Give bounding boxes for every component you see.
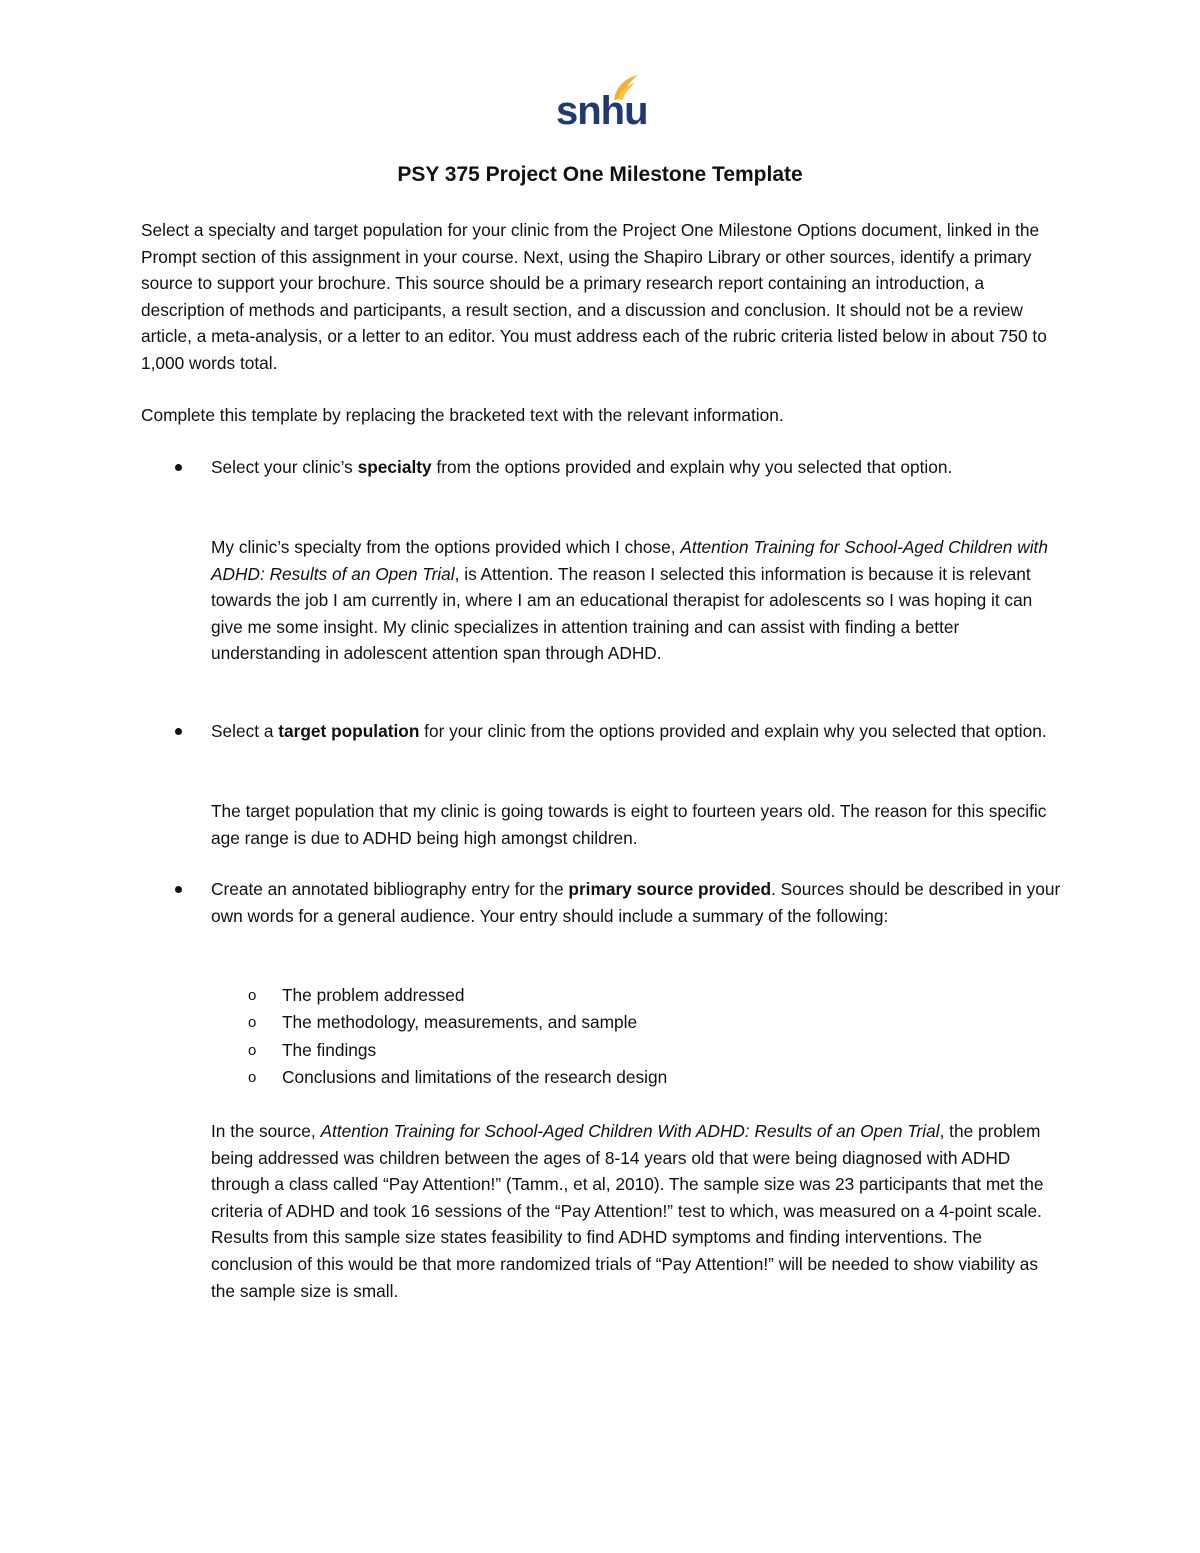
logo-wordmark: snhu [556, 89, 648, 133]
bibliography-answer [211, 1118, 1061, 1304]
answer-text: In the source, [211, 1121, 321, 1141]
snhu-logo [556, 72, 648, 134]
prompt-keyword: target population [278, 721, 420, 741]
source-title: Attention Training for School-Aged Children with ADHD: Results of an Open Trial [211, 537, 1048, 584]
prompt-text: . Sources should be described in your own words for a general audience. Your entry should include a summary of the following: [211, 879, 1061, 926]
list-item [248, 982, 1048, 1009]
summary-sub-list [248, 982, 1048, 1092]
bullet-icon [175, 728, 182, 735]
answer-text: My clinic’s specialty from the options provided which I chose, [211, 537, 681, 557]
source-title: Attention Training for School-Aged Children With ADHD: Results of an Open Trial [320, 1121, 940, 1141]
list-item-label: The methodology, measurements, and sample [282, 1012, 638, 1033]
page-title: PSY 375 Project One Milestone Template [397, 163, 803, 186]
target-population-prompt [211, 718, 1061, 745]
bullet-icon [175, 886, 182, 893]
list-item-label: The problem addressed [282, 985, 465, 1005]
intro-paragraph: Select a specialty and target population for your clinic from the Project One Milestone Options document, linked in the Prompt section of this assignment in your course. Next, using the Shapiro Library or other sources, identify a primary source to support your brochure. This source should be a primary research report containing an introduction, a description of methods and participants, a result section, and a discussion and conclusion. It should not be a review article, a meta-analysis, or a letter to an editor. You must address each of the rubric criteria listed below in about 750 to 1,000 words total. [141, 220, 1047, 373]
prompt-text: Select a [211, 721, 279, 741]
prompt-text: Create an annotated bibliography entry for the [211, 879, 569, 899]
list-item-label: The findings [282, 1039, 377, 1060]
prompt-keyword: specialty [357, 457, 432, 477]
list-item [248, 1037, 1048, 1064]
bullet-icon [175, 464, 182, 471]
specialty-answer [211, 534, 1063, 667]
prompt-text: from the options provided and explain why you selected that option. [431, 457, 953, 477]
list-item [248, 1064, 1048, 1091]
answer-text: , is Attention. The reason I selected this information is because it is relevant towards the job I am currently in, where I am an educational therapist for adolescents so I was hoping it can give me some insight. My clinic specializes in attention training and can assist with finding a better understanding in adolescent attention span through ADHD. [211, 563, 1033, 664]
specialty-prompt [211, 454, 1061, 481]
target-population-answer: The target population that my clinic is going towards is eight to fourteen years old. The reason for this specific age range is due to ADHD being high amongst children. [211, 801, 1047, 848]
sub-bullet-icon: o [248, 1069, 257, 1087]
sub-bullet-icon: o [248, 987, 257, 1004]
prompt-keyword: primary source provided [568, 879, 772, 899]
list-item-label: Conclusions and limitations of the research design [282, 1067, 668, 1088]
answer-text: , the problem being addressed was children between the ages of 8-14 years old that were being diagnosed with ADHD through a class called “Pay Attention!” (Tamm., et al, 2010). The sample size was 23 participants that met the criteria of ADHD and took 16 sessions of the “Pay Attention!” test to which, was measured on a 4-point scale. Results from this sample size states feasibility to find ADHD symptoms and finding interventions. The conclusion of this would be that more randomized trials of “Pay Attention!” will be needed to show viability as the sample size is small. [211, 1121, 1044, 1301]
instruction-paragraph: Complete this template by replacing the bracketed text with the relevant information. [141, 405, 784, 425]
prompt-text: Select your clinic’s [211, 457, 358, 477]
list-item [248, 1009, 1048, 1036]
sub-bullet-icon: o [248, 1014, 257, 1032]
bibliography-prompt [211, 876, 1061, 929]
sub-bullet-icon: o [248, 1041, 257, 1059]
prompt-text: for your clinic from the options provided and explain why you selected that option. [419, 721, 1047, 741]
